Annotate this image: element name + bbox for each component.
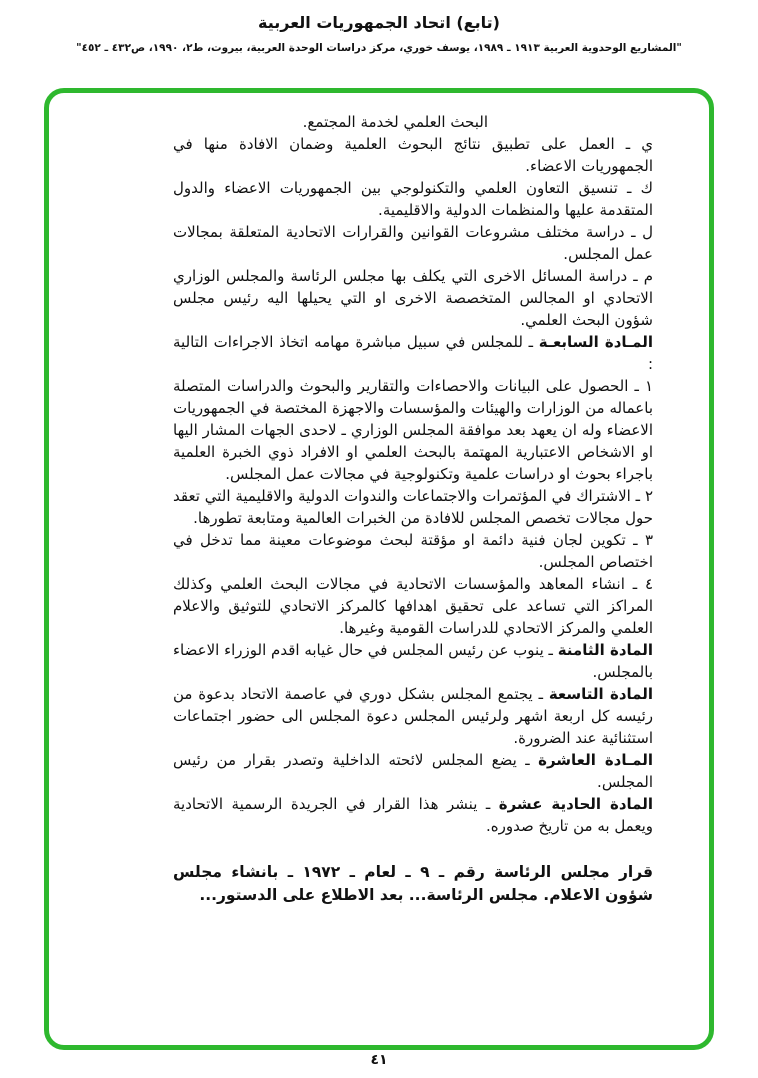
list-item-mim [173, 265, 653, 331]
numbered-item-2 [173, 485, 653, 529]
paragraph-text: ك ـ تنسيق التعاون العلمي والتكنولوجي بين الجمهوريات الاعضاء والدول المتقدمة عليها والمنظمات الدولية والاقليمية. [173, 179, 653, 219]
article-label: المـادة العاشرة [538, 751, 653, 769]
numbered-item-3 [173, 529, 653, 573]
paragraph-continuation [173, 111, 653, 133]
paragraph-text: ـ للمجلس في سبيل مباشرة مهامه اتخاذ الاجراءات التالية : [173, 333, 653, 373]
paragraph-text: ي ـ العمل على تطبيق نتائج البحوث العلمية وضمان الافادة منها في الجمهوريات الاعضاء. [173, 135, 653, 175]
list-item-kaf [173, 177, 653, 221]
article-ten [173, 749, 653, 793]
paragraph-text: ـ ينشر هذا القرار في الجريدة الرسمية الاتحادية ويعمل به من تاريخ صدوره. [173, 795, 653, 835]
article-eleven [173, 793, 653, 837]
body-text [49, 93, 709, 907]
paragraph-text: ل ـ دراسة مختلف مشروعات القوانين والقرارات الاتحادية المتعلقة بمجالات عمل المجلس. [173, 223, 653, 263]
article-label: المادة الثامنة [557, 641, 653, 659]
paragraph-text: البحث العلمي لخدمة المجتمع. [302, 113, 488, 131]
article-eight [173, 639, 653, 683]
paragraph-text: ـ يجتمع المجلس بشكل دوري في عاصمة الاتحاد بدعوة من رئيسه كل اربعة اشهر ولرئيس المجلس دعوة المجلس الى حضور اجتماعات استثنائية عند الضرورة. [173, 685, 653, 747]
list-item-lam [173, 221, 653, 265]
paragraph-text: ٢ ـ الاشتراك في المؤتمرات والاجتماعات والندوات الدولية والاقليمية التي تعقد حول مجالات تخصص المجلس للافادة من الخبرات العالمية ومتابعة تطورها. [173, 487, 653, 527]
list-item-ya [173, 133, 653, 177]
paragraph-text: م ـ دراسة المسائل الاخرى التي يكلف بها مجلس الرئاسة والمجلس الوزاري الاتحادي او المجالس المتخصصة الاخرى او التي يحيلها اليه رئيس مجلس شؤون البحث العلمي. [173, 267, 653, 329]
article-nine [173, 683, 653, 749]
paragraph-text: ١ ـ الحصول على البيانات والاحصاءات والتقارير والبحوث والدراسات المتصلة باعماله من الوزارات والهيئات والمؤسسات والاجهزة المختصة في الجمهوريات الاعضاء وله ان يعهد بعد موافقة المجلس الوزاري ـ لاحدى الجهات المشار اليها او الاشخاص الاعتبارية المهتمة بالبحث العلمي او الافراد ذوي الخبرة العلمية باجراء بحوث او دراسات علمية وتكنولوجية في مجالات عمل المجلس. [173, 377, 653, 483]
paragraph-text: ٣ ـ تكوين لجان فنية دائمة او مؤقتة لبحث موضوعات معينة مما تدخل في اختصاص المجلس. [173, 531, 653, 571]
paragraph-text: ـ ينوب عن رئيس المجلس في حال غيابه اقدم الوزراء الاعضاء بالمجلس. [173, 641, 653, 681]
page-header [0, 0, 758, 54]
closing-decree-paragraph [173, 861, 653, 907]
content-border-box [44, 88, 714, 1050]
article-seven [173, 331, 653, 375]
numbered-item-1 [173, 375, 653, 485]
page-number: ٤١ [370, 1052, 388, 1068]
numbered-item-4 [173, 573, 653, 639]
document-title: (تابع) اتحاد الجمهوريات العربية [258, 13, 500, 32]
article-label: المادة التاسعة [548, 685, 653, 703]
paragraph-text: ـ يضع المجلس لائحته الداخلية وتصدر بقرار من رئيس المجلس. [173, 751, 653, 791]
paragraph-text: ٤ ـ انشاء المعاهد والمؤسسات الاتحادية في مجالات البحث العلمي وكذلك المراكز التي تساعد على تحقيق اهدافها كالمركز الاتحادي للتوثيق والاعلام العلمي والمركز الاتحادي للدراسات القومية وغيرها. [173, 575, 653, 637]
document-source-line: "المشاريع الوحدوية العربية ١٩١٣ ـ ١٩٨٩، يوسف خوري، مركز دراسات الوحدة العربية، بيروت، ط٢، ١٩٩٠، ص٤٣٢ ـ ٤٥٢" [76, 42, 682, 54]
article-label: المـادة السابعـة [538, 333, 653, 351]
article-label: المادة الحادية عشرة [498, 795, 653, 813]
paragraph-text: قرار مجلس الرئاسة رقم ـ ٩ ـ لعام ـ ١٩٧٢ ـ بانشاء مجلس شؤون الاعلام. مجلس الرئاسة... بعد الاطلاع على الدستور... [173, 863, 653, 904]
